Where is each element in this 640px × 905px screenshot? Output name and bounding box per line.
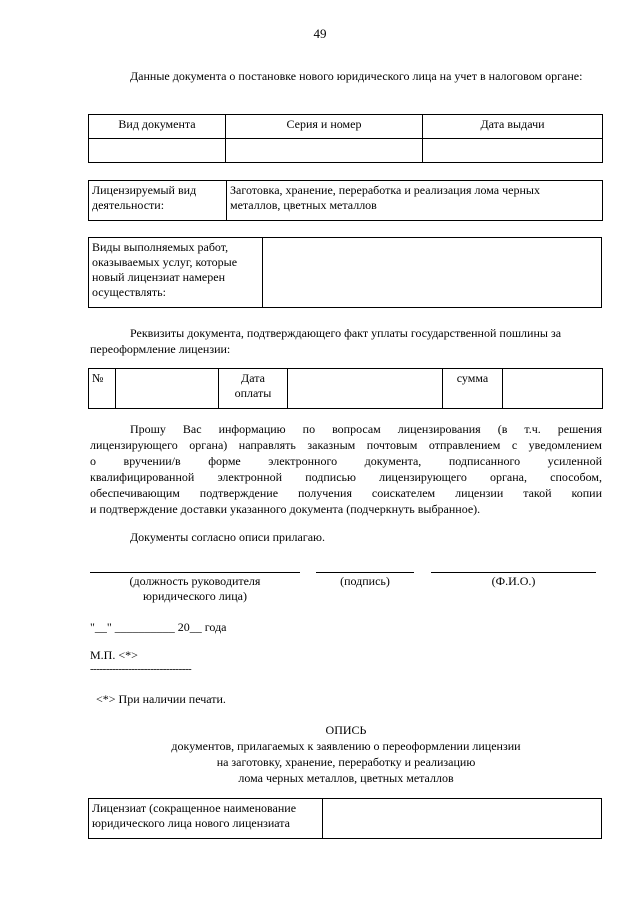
position-caption-line2: юридического лица) [143, 589, 247, 603]
stamp-footnote: <*> При наличии печати. [96, 692, 226, 706]
position-caption [90, 574, 300, 604]
request-paragraph [90, 421, 602, 517]
fee-sum-label: сумма [443, 369, 503, 409]
works-label-line: новый лицензиат намерен [92, 270, 225, 284]
activity-label-line2: деятельности: [92, 198, 165, 212]
activity-value-line2: металлов, цветных металлов [230, 198, 377, 212]
fee-date-label-line1: Дата [241, 371, 265, 385]
header-series-number: Серия и номер [226, 115, 423, 139]
footnote-separator: -------------------------------- [90, 663, 192, 675]
fee-number-value[interactable] [116, 369, 219, 409]
tax-registration-table [88, 114, 603, 163]
works-label [89, 238, 263, 308]
fee-number-label: № [89, 369, 116, 409]
stamp-mp: М.П. <*> [90, 648, 138, 662]
licensee-label-line2: юридического лица нового лицензиата [92, 816, 291, 830]
position-line[interactable] [90, 572, 300, 573]
tax-registration-intro: Данные документа о постановке нового юридического лица на учет в налоговом органе: [130, 69, 583, 83]
inventory-subtitle-line: на заготовку, хранение, переработку и реализацию [216, 755, 476, 769]
licensee-label-line1: Лицензиат (сокращенное наименование [92, 801, 297, 815]
fee-intro [90, 325, 602, 357]
fee-sum-value[interactable] [503, 369, 603, 409]
header-issue-date: Дата выдачи [423, 115, 603, 139]
works-label-line: осуществлять: [92, 285, 166, 299]
header-doc-type: Вид документа [89, 115, 226, 139]
name-caption: (Ф.И.О.) [491, 574, 536, 588]
page-number: 49 [313, 26, 327, 41]
fee-date-label-line2: оплаты [234, 386, 272, 400]
cell-doc-type[interactable] [89, 139, 226, 163]
attachments-note: Документы согласно описи прилагаю. [130, 530, 325, 544]
fee-table [88, 368, 603, 409]
activity-label [89, 181, 227, 221]
name-line[interactable] [431, 572, 596, 573]
request-line: Прошу Вас информацию по вопросам лицензирования (в т.ч. решения [130, 422, 602, 436]
works-label-line: оказываемых услуг, которые [92, 255, 238, 269]
licensee-value[interactable] [323, 799, 602, 839]
signature-caption: (подпись) [340, 574, 390, 588]
request-line: о вручении/в форме электронного документа, подписанного усиленной [90, 454, 602, 468]
works-label-line: Виды выполняемых работ, [92, 240, 229, 254]
request-line: лицензирующего органа) направлять заказным почтовым отправлением с уведомлением [90, 438, 602, 452]
activity-table [88, 180, 603, 221]
activity-label-line1: Лицензируемый вид [92, 183, 197, 197]
inventory-subtitle-line: документов, прилагаемых к заявлению о переоформлении лицензии [171, 739, 521, 753]
request-line: и подтверждение доставки указанного документа (подчеркнуть выбранное). [90, 502, 481, 516]
inventory-table [88, 798, 602, 839]
date-line: "__" __________ 20__ года [90, 620, 227, 634]
signature-line[interactable] [316, 572, 414, 573]
works-table [88, 237, 602, 308]
cell-issue-date[interactable] [423, 139, 603, 163]
position-caption-line1: (должность руководителя [129, 574, 261, 588]
inventory-subtitle-line: лома черных металлов, цветных металлов [238, 771, 454, 785]
request-line: обеспечивающим подтверждение получения соискателем лицензии такой копии [90, 486, 602, 500]
fee-date-label [219, 369, 288, 409]
inventory-title: ОПИСЬ [325, 723, 367, 737]
fee-intro-line2: переоформление лицензии: [90, 342, 231, 356]
activity-value [227, 181, 603, 221]
activity-value-line1: Заготовка, хранение, переработка и реализация лома черных [230, 183, 540, 197]
licensee-label [89, 799, 323, 839]
inventory-heading [90, 722, 602, 786]
cell-series-number[interactable] [226, 139, 423, 163]
works-value[interactable] [263, 238, 602, 308]
fee-date-value[interactable] [288, 369, 443, 409]
fee-intro-line1: Реквизиты документа, подтверждающего факт уплаты государственной пошлины за [130, 326, 562, 340]
request-line: квалифицированной электронной подписью лицензирующего органа, способом, [90, 470, 602, 484]
